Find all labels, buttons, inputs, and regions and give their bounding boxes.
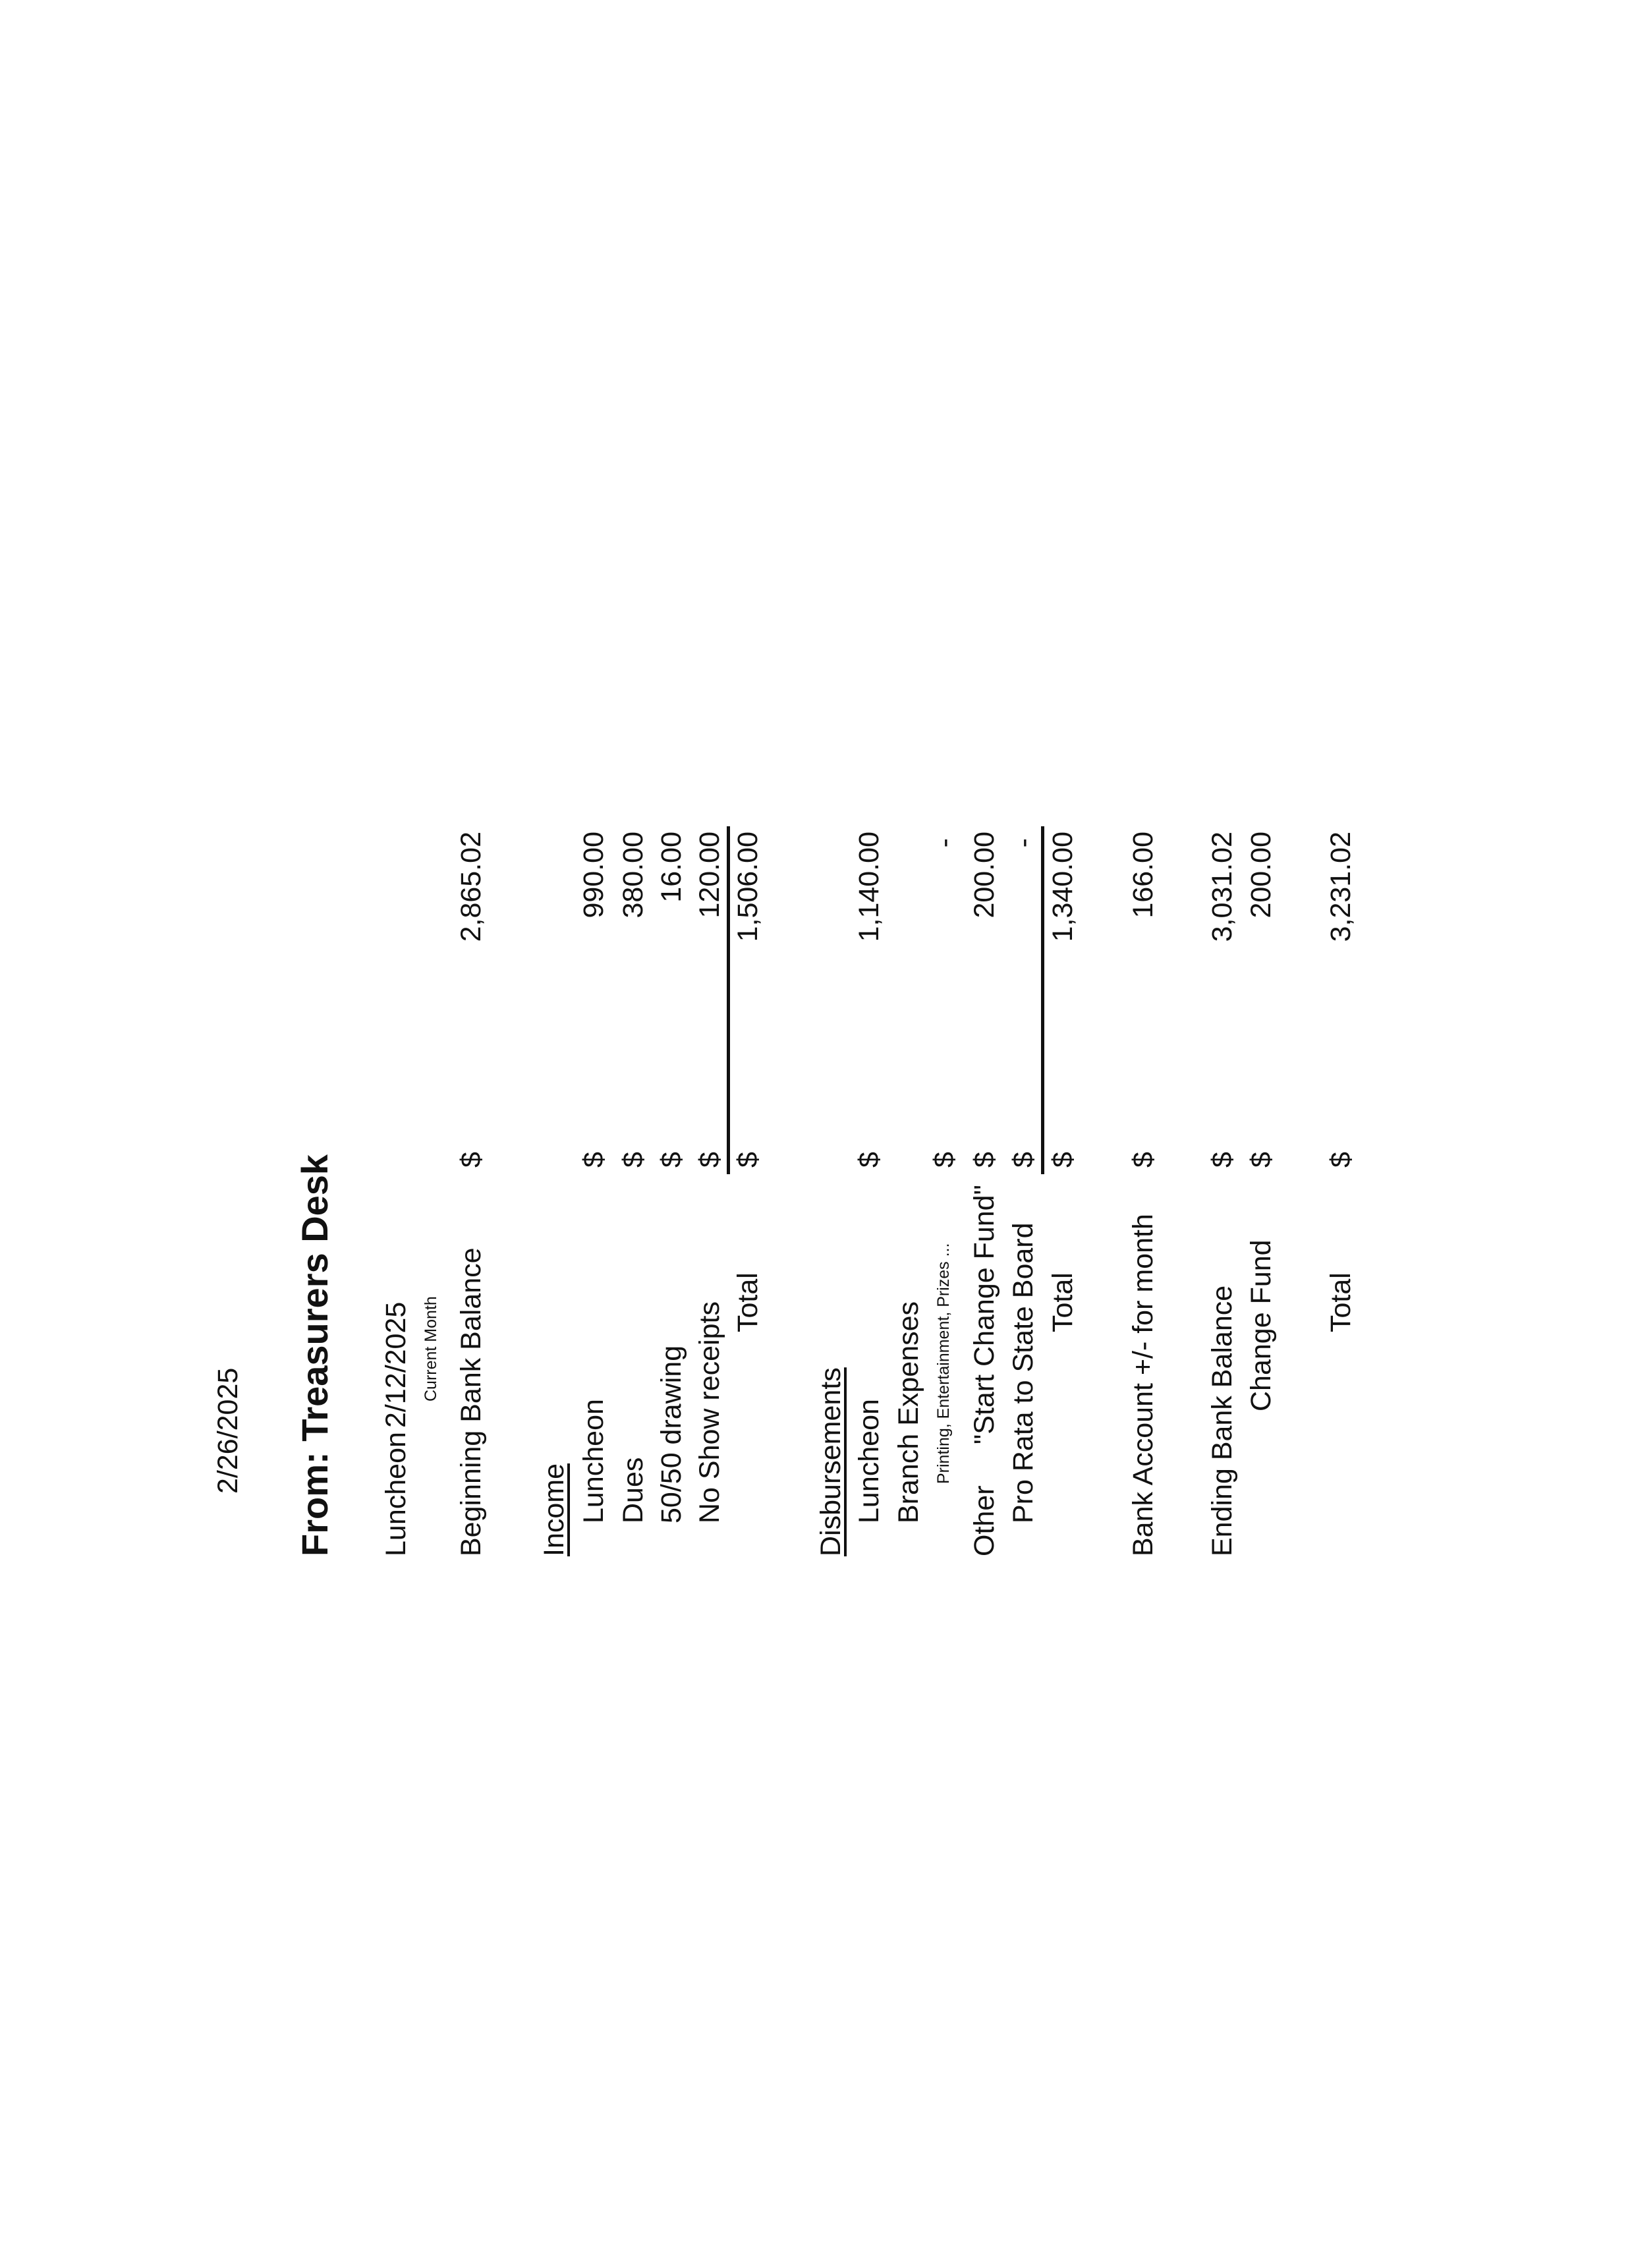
beginning-balance-label: Beginning Bank Balance <box>455 1247 487 1556</box>
income-item-amount: 120.00 <box>694 832 725 919</box>
final-total-amount: 3,231.02 <box>1325 832 1357 942</box>
bank-account-change-currency: $ <box>1127 1152 1159 1168</box>
ending-balance-amount: 3,031.02 <box>1206 832 1238 942</box>
income-item-label: 50/50 drawing <box>656 1345 687 1523</box>
change-fund-currency: $ <box>1245 1152 1277 1168</box>
disbursements-total-amount: 1,340.00 <box>1047 832 1079 942</box>
income-item-label: No Show receipts <box>694 1301 725 1523</box>
income-item-label: Luncheon <box>578 1399 609 1523</box>
other-currency: $ <box>969 1152 1000 1168</box>
pro-rata-currency: $ <box>1007 1152 1039 1168</box>
income-total-label: Total <box>732 1272 764 1332</box>
disbursements-total-label: Total <box>1047 1272 1079 1332</box>
pro-rata-label: Pro Rata to State Board <box>1007 1222 1039 1523</box>
report-date: 2/26/2025 <box>212 1367 244 1494</box>
income-heading: Income <box>538 1463 570 1556</box>
income-total-amount: 1,506.00 <box>732 832 764 942</box>
final-total-label: Total <box>1325 1272 1357 1332</box>
change-fund-label: Change Fund <box>1245 1239 1277 1411</box>
pro-rata-amount: - <box>1007 838 1039 848</box>
report-title: From: Treasurers Desk <box>294 1154 335 1556</box>
disbursements-total-rule <box>1041 826 1044 1174</box>
income-item-amount: 990.00 <box>578 832 609 919</box>
meeting-label: Luncheon <box>380 1432 412 1556</box>
income-item-label: Dues <box>617 1457 649 1523</box>
disbursement-luncheon-label: Luncheon <box>853 1399 885 1523</box>
branch-expenses-currency: $ <box>928 1152 960 1168</box>
income-item-amount: 380.00 <box>617 832 649 919</box>
current-month-label: Current Month <box>422 1296 440 1402</box>
beginning-balance-currency: $ <box>455 1152 487 1168</box>
disbursements-total-currency: $ <box>1047 1152 1079 1168</box>
ending-balance-currency: $ <box>1206 1152 1238 1168</box>
income-item-amount: 16.00 <box>656 832 687 903</box>
other-description: "Start Change Fund" <box>969 1185 1000 1444</box>
other-label: Other <box>969 1485 1000 1556</box>
branch-expenses-label: Branch Expenses <box>893 1301 924 1523</box>
ending-balance-label: Ending Bank Balance <box>1206 1285 1238 1556</box>
income-total-currency: $ <box>732 1152 764 1168</box>
income-item-currency: $ <box>578 1152 609 1168</box>
change-fund-amount: 200.00 <box>1245 832 1277 919</box>
branch-expenses-amount: - <box>928 838 960 848</box>
beginning-balance-amount: 2,865.02 <box>455 832 487 942</box>
disbursement-luncheon-amount: 1,140.00 <box>853 832 885 942</box>
disbursements-heading: Disbursements <box>815 1367 847 1556</box>
other-amount: 200.00 <box>969 832 1000 919</box>
disbursement-luncheon-currency: $ <box>853 1152 885 1168</box>
final-total-currency: $ <box>1325 1152 1357 1168</box>
meeting-date: 2/12/2025 <box>380 1301 412 1428</box>
branch-expenses-note: Printing, Entertainment, Prizes ... <box>934 1243 953 1484</box>
bank-account-change-label: Bank Account +/- for month <box>1127 1214 1159 1556</box>
income-item-currency: $ <box>694 1152 725 1168</box>
income-item-currency: $ <box>656 1152 687 1168</box>
income-item-currency: $ <box>617 1152 649 1168</box>
income-total-rule <box>727 826 730 1174</box>
bank-account-change-amount: 166.00 <box>1127 832 1159 919</box>
